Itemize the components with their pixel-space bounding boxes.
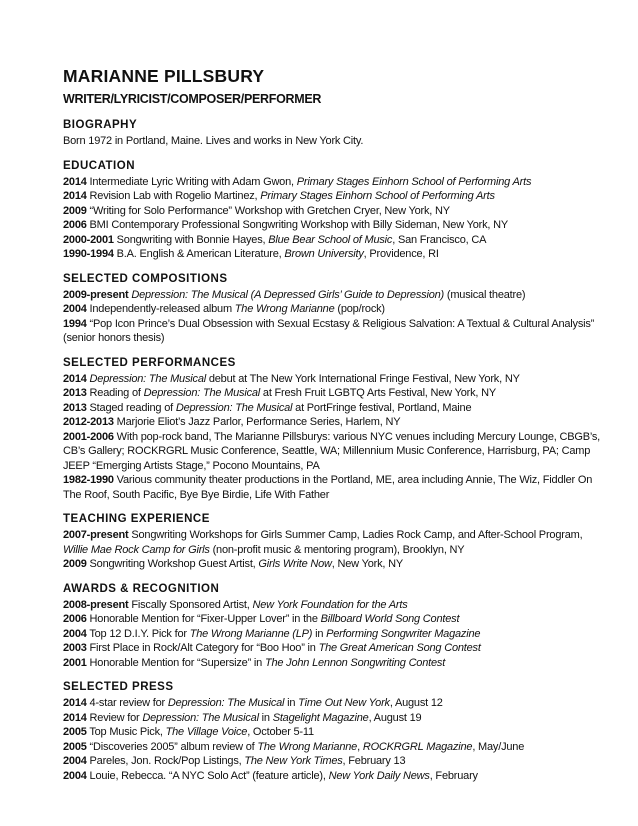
entry-text: , February 13 xyxy=(342,755,406,767)
entry-title: Depression: The Musical (A Depressed Girls’ Guide to Depression) xyxy=(131,288,444,301)
resume-section xyxy=(63,272,603,346)
section-heading: SELECTED COMPOSITIONS xyxy=(63,272,228,285)
resume-section xyxy=(63,582,603,671)
entry-text: , Providence, RI xyxy=(363,248,439,260)
entry-date: 2009 xyxy=(63,558,87,570)
section-heading: EDUCATION xyxy=(63,159,136,172)
entry-title: New York Daily News xyxy=(328,769,430,782)
entry-date: 2003 xyxy=(63,642,87,654)
entry-title: The John Lennon Songwriting Contest xyxy=(264,656,446,669)
resume-entry xyxy=(63,740,603,755)
entry-date: 2006 xyxy=(63,613,87,625)
entry-text: Various community theater productions in the Portland, ME, area including Annie, The Wiz, Fiddler On The Roof, South Pacific, Bye Bye Birdie, Life With Father xyxy=(63,474,593,501)
entry-title: The Great American Song Contest xyxy=(318,642,481,654)
resume-entry xyxy=(63,430,603,474)
entry-text: Honorable Mention for “Fixer-Upper Lover” in the xyxy=(86,613,321,625)
resume-entry xyxy=(63,598,603,613)
resume-entry xyxy=(63,233,603,248)
entry-text: (pop/rock) xyxy=(334,303,385,315)
resume-entry xyxy=(63,696,603,711)
entry-text: Fiscally Sponsored Artist, xyxy=(128,598,253,611)
entry-text: in xyxy=(258,711,273,724)
resume-entry xyxy=(63,725,603,740)
entry-title: Performing Songwriter Magazine xyxy=(326,627,481,640)
entry-date: 2005 xyxy=(63,726,87,738)
entry-text: Revision Lab with Rogelio Martinez, xyxy=(86,190,261,202)
entry-title: The Wrong Marianne xyxy=(234,303,335,315)
entry-title: Billboard World Song Contest xyxy=(320,613,460,625)
resume-entry xyxy=(63,711,603,726)
entry-text: BMI Contemporary Professional Songwriting Workshop with Billy Sideman, New York, NY xyxy=(86,219,509,231)
entry-text: , San Francisco, CA xyxy=(392,233,487,246)
resume-entry xyxy=(63,218,603,233)
resume-entry xyxy=(63,627,603,642)
entry-title: Depression: The Musical xyxy=(175,401,293,414)
entry-date: 2014 xyxy=(63,711,87,724)
resume-entry xyxy=(63,415,603,430)
entry-date: 2004 xyxy=(63,769,87,782)
resume-content xyxy=(63,66,603,783)
entry-date: 2014 xyxy=(63,697,87,709)
entry-title: The New York Times xyxy=(244,755,343,767)
entry-title: Depression: The Musical xyxy=(142,711,259,724)
entry-text: Staged reading of xyxy=(86,401,176,414)
entry-text: , xyxy=(357,740,363,753)
entry-date: 2014 xyxy=(63,175,87,188)
entry-title: Depression: The Musical xyxy=(89,372,206,385)
entry-title: Willie Mae Rock Camp for Girls xyxy=(63,543,210,556)
entry-text: Review for xyxy=(86,711,143,724)
resume-entry xyxy=(63,473,603,502)
entry-text: Louie, Rebecca. “A NYC Solo Act” (feature article), xyxy=(86,769,329,782)
resume-entry xyxy=(63,189,603,204)
entry-title: Depression: The Musical xyxy=(143,387,261,399)
entry-date: 2014 xyxy=(63,190,87,202)
entry-text: (musical theatre) xyxy=(444,288,526,301)
resume-subtitle: WRITER/LYRICIST/COMPOSER/PERFORMER xyxy=(63,92,322,106)
entry-text: Independently-released album xyxy=(86,303,235,315)
resume-entry xyxy=(63,769,603,784)
entry-text: in xyxy=(284,697,299,709)
entry-date: 2004 xyxy=(63,755,87,767)
entry-text: debut at The New York International Fringe Festival, New York, NY xyxy=(205,372,520,385)
resume-entry xyxy=(63,528,603,557)
entry-text: , New York, NY xyxy=(331,558,403,570)
entry-title: New York Foundation for the Arts xyxy=(252,598,408,611)
entry-text: “Pop Icon Prince’s Dual Obsession with Sexual Ecstasy & Religious Salvation: A Textual & Cultural Analysis” (senior honors thesis) xyxy=(63,317,595,344)
resume-entry xyxy=(63,372,603,387)
entry-title: ROCKRGRL Magazine xyxy=(362,740,473,753)
resume-entry xyxy=(63,401,603,416)
resume-section xyxy=(63,118,603,149)
resume-sections xyxy=(63,118,603,783)
entry-title: Brown University xyxy=(284,248,364,260)
entry-text: Top 12 D.I.Y. Pick for xyxy=(86,627,190,640)
entry-text: B.A. English & American Literature, xyxy=(113,248,285,260)
resume-entry xyxy=(63,288,603,303)
entry-text: Top Music Pick, xyxy=(86,726,166,738)
entry-text: , February xyxy=(429,769,478,782)
entry-title: Girls Write Now xyxy=(258,558,332,570)
entry-date: 2004 xyxy=(63,303,87,315)
entry-text: “Writing for Solo Performance” Workshop with Gretchen Cryer, New York, NY xyxy=(86,204,450,217)
entry-date: 1982-1990 xyxy=(63,474,114,486)
resume-entry xyxy=(63,247,603,262)
entry-date: 2014 xyxy=(63,372,87,385)
entry-text: Reading of xyxy=(86,387,144,399)
section-heading: BIOGRAPHY xyxy=(63,119,138,131)
entry-text: in xyxy=(312,627,327,640)
entry-date: 2007-present xyxy=(63,529,129,541)
resume-entry xyxy=(63,204,603,219)
entry-title: The Village Voice xyxy=(165,726,248,738)
resume-entry xyxy=(63,754,603,769)
entry-text: , October 5-11 xyxy=(247,726,314,738)
resume-section xyxy=(63,512,603,572)
entry-date: 2008-present xyxy=(63,598,129,611)
resume-entry xyxy=(63,317,603,346)
entry-text: at PortFringe festival, Portland, Maine xyxy=(292,401,472,414)
entry-text: “Discoveries 2005” album review of xyxy=(86,740,258,753)
entry-date: 2000-2001 xyxy=(63,233,114,246)
section-heading: TEACHING EXPERIENCE xyxy=(63,513,210,525)
entry-date: 1990-1994 xyxy=(63,248,114,260)
entry-text: , August 12 xyxy=(389,697,443,709)
entry-title: Blue Bear School of Music xyxy=(268,233,393,246)
entry-date: 2009-present xyxy=(63,288,129,301)
entry-text: 4-star review for xyxy=(86,697,168,709)
resume-section xyxy=(63,356,603,503)
resume-section xyxy=(63,159,603,262)
entry-title: The Wrong Marianne xyxy=(257,740,358,753)
entry-text: , August 19 xyxy=(368,711,422,724)
entry-text: Intermediate Lyric Writing with Adam Gwon, xyxy=(86,175,297,188)
resume-entry xyxy=(63,175,603,190)
entry-date: 2001 xyxy=(63,656,87,669)
entry-date: 2013 xyxy=(63,387,87,399)
entry-date: 2012-2013 xyxy=(63,416,114,428)
entry-text: Songwriting with Bonnie Hayes, xyxy=(113,233,269,246)
entry-text: Marjorie Eliot’s Jazz Parlor, Performance Series, Harlem, NY xyxy=(113,416,401,428)
entry-text: Songwriting Workshop Guest Artist, xyxy=(86,558,259,570)
entry-title: Time Out New York xyxy=(298,697,390,709)
resume-entry xyxy=(63,612,603,627)
resume-entry xyxy=(63,641,603,656)
section-heading: SELECTED PERFORMANCES xyxy=(63,356,236,369)
section-heading: AWARDS & RECOGNITION xyxy=(63,582,220,595)
entry-date: 2004 xyxy=(63,627,87,640)
entry-date: 2001-2006 xyxy=(63,430,114,443)
resume-entry xyxy=(63,557,603,572)
entry-date: 2009 xyxy=(63,204,87,217)
resume-entry xyxy=(63,134,603,149)
entry-date: 1994 xyxy=(63,317,87,330)
entry-text: With pop-rock band, The Marianne Pillsburys: various NYC venues including Mercury Lounge, CBGB’s, CB’s Gallery; ROCKRGRL Music Conference, Seattle, WA; Millennium Music Conference, Harrisburg, PA; Camp JEEP “Emerging Artists Stage,” Pocono Mountains, PA xyxy=(63,430,601,472)
entry-text: Songwriting Workshops for Girls Summer Camp, Ladies Rock Camp, and After-School Program, xyxy=(128,529,583,541)
entry-date: 2006 xyxy=(63,219,87,231)
entry-title: Primary Stages Einhorn School of Performing Arts xyxy=(260,190,495,202)
entry-title: Primary Stages Einhorn School of Performing Arts xyxy=(296,175,532,188)
resume-entry xyxy=(63,656,603,671)
entry-text: at Fresh Fruit LGBTQ Arts Festival, New York, NY xyxy=(260,387,496,399)
resume-name: MARIANNE PILLSBURY xyxy=(63,66,265,86)
entry-text: Honorable Mention for “Supersize” in xyxy=(86,656,265,669)
entry-date: 2005 xyxy=(63,740,87,753)
entry-title: Stagelight Magazine xyxy=(272,711,369,724)
entry-text: Born 1972 in Portland, Maine. Lives and works in New York City. xyxy=(63,135,364,147)
entry-text: Pareles, Jon. Rock/Pop Listings, xyxy=(86,755,245,767)
entry-title: The Wrong Marianne (LP) xyxy=(189,627,313,640)
entry-date: 2013 xyxy=(63,401,87,414)
entry-title: Depression: The Musical xyxy=(167,697,285,709)
resume-entry xyxy=(63,386,603,401)
section-heading: SELECTED PRESS xyxy=(63,681,174,693)
entry-text: (non-profit music & mentoring program), Brooklyn, NY xyxy=(209,543,465,556)
resume-section xyxy=(63,680,603,783)
resume-entry xyxy=(63,302,603,317)
entry-text: , May/June xyxy=(472,740,525,753)
entry-text: First Place in Rock/Alt Category for “Boo Hoo” in xyxy=(86,642,319,654)
